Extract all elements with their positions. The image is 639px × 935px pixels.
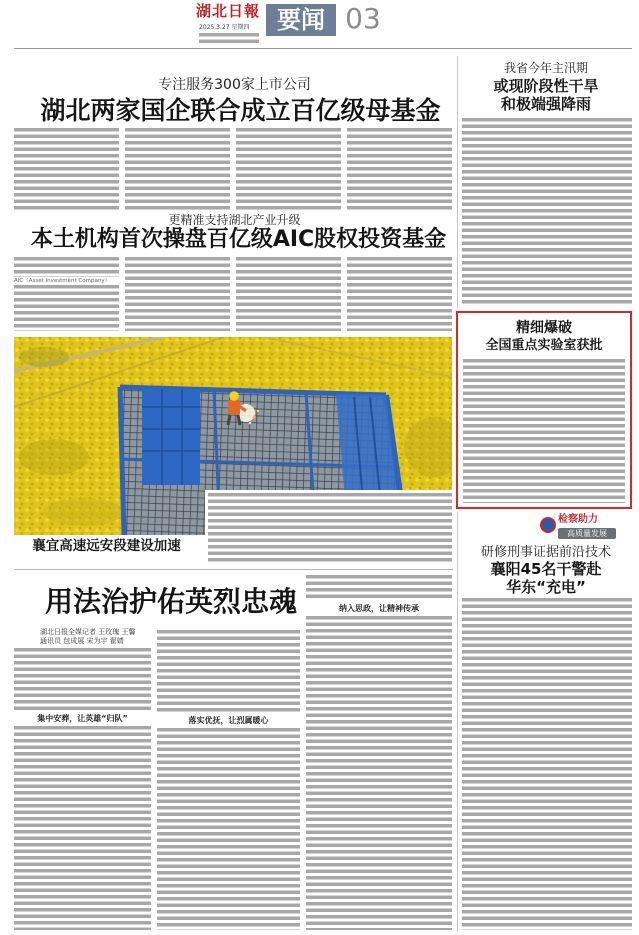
lab-headline: 全国重点实验室获批 <box>485 338 603 353</box>
aic-note: AIC（Asset Investment Company） <box>14 278 111 284</box>
second-body-column <box>14 257 119 277</box>
lead-body-column <box>14 128 119 212</box>
section-rule <box>14 569 453 570</box>
column-rule <box>457 56 458 308</box>
masthead-credits <box>199 33 259 43</box>
section-label: 要闻 <box>277 6 325 34</box>
lab-article-box <box>456 311 632 509</box>
badge-line-2: 高质量发展 <box>567 528 607 538</box>
masthead <box>0 0 639 48</box>
heroes-body-column <box>157 630 300 714</box>
heroes-subhead: 纳入思政，让精神传承 <box>339 604 419 613</box>
photo-title: 襄宜高速远安段建设加速 <box>32 538 181 554</box>
second-body-column <box>236 257 341 331</box>
heroes-subhead: 集中安葬，让英雄“归队” <box>37 714 128 723</box>
weather-body <box>462 118 632 306</box>
weather-headline-line-2: 和极端强降雨 <box>500 95 591 113</box>
badge-bar <box>558 528 616 539</box>
lab-kicker: 精细爆破 <box>516 320 572 336</box>
lab-body <box>463 359 625 503</box>
heroes-body-column <box>14 726 151 930</box>
heroes-body-column <box>157 728 300 930</box>
lead-headline: 湖北两家国企联合成立百亿级母基金 <box>40 96 441 125</box>
column-rule <box>457 512 458 932</box>
second-body-column <box>14 285 119 331</box>
procuratorate-body <box>462 598 632 930</box>
procuratorate-badge <box>538 513 632 541</box>
page-number: 03 <box>345 2 381 35</box>
heroes-body-column <box>14 648 151 712</box>
heroes-body-column <box>306 616 452 930</box>
heroes-body-column <box>306 575 452 601</box>
weather-headline-line-1: 或现阶段性干旱 <box>493 77 599 95</box>
second-headline: 本土机构首次操盘百亿级AIC股权投资基金 <box>30 227 447 252</box>
badge-line-1: 检察助力 <box>558 514 598 525</box>
heroes-byline-2: 通讯员 包成展 宋为宇 翟婧 <box>40 637 124 645</box>
heroes-byline-1: 湖北日报全媒记者 王玫瑰 王馨 <box>40 628 136 636</box>
procuratorate-emblem-icon <box>540 517 556 533</box>
second-kicker: 更精准支持湖北产业升级 <box>168 213 301 227</box>
procuratorate-headline-line-2: 华东“充电” <box>506 578 586 596</box>
masthead-rule <box>14 48 632 49</box>
photo-caption-text <box>208 493 452 563</box>
lead-kicker: 专注服务300家上市公司 <box>158 77 311 93</box>
section-label-box <box>266 4 336 36</box>
heroes-subhead: 落实优抚，让烈属暖心 <box>188 716 269 725</box>
procuratorate-headline-line-1: 襄阳45名干警赴 <box>490 560 602 578</box>
second-body-column <box>125 257 230 331</box>
weather-kicker: 我省今年主汛期 <box>503 61 588 75</box>
lead-body-column <box>347 128 452 212</box>
lead-body-column <box>236 128 341 212</box>
newspaper-logo: 湖北日報 <box>195 2 260 20</box>
heroes-headline: 用法治护佑英烈忠魂 <box>44 585 297 618</box>
second-body-column <box>347 257 452 331</box>
lead-body-column <box>125 128 230 212</box>
procuratorate-kicker: 研修刑事证据前沿技术 <box>480 545 611 560</box>
issue-date: 2025.3.27 星期四 <box>199 24 250 31</box>
